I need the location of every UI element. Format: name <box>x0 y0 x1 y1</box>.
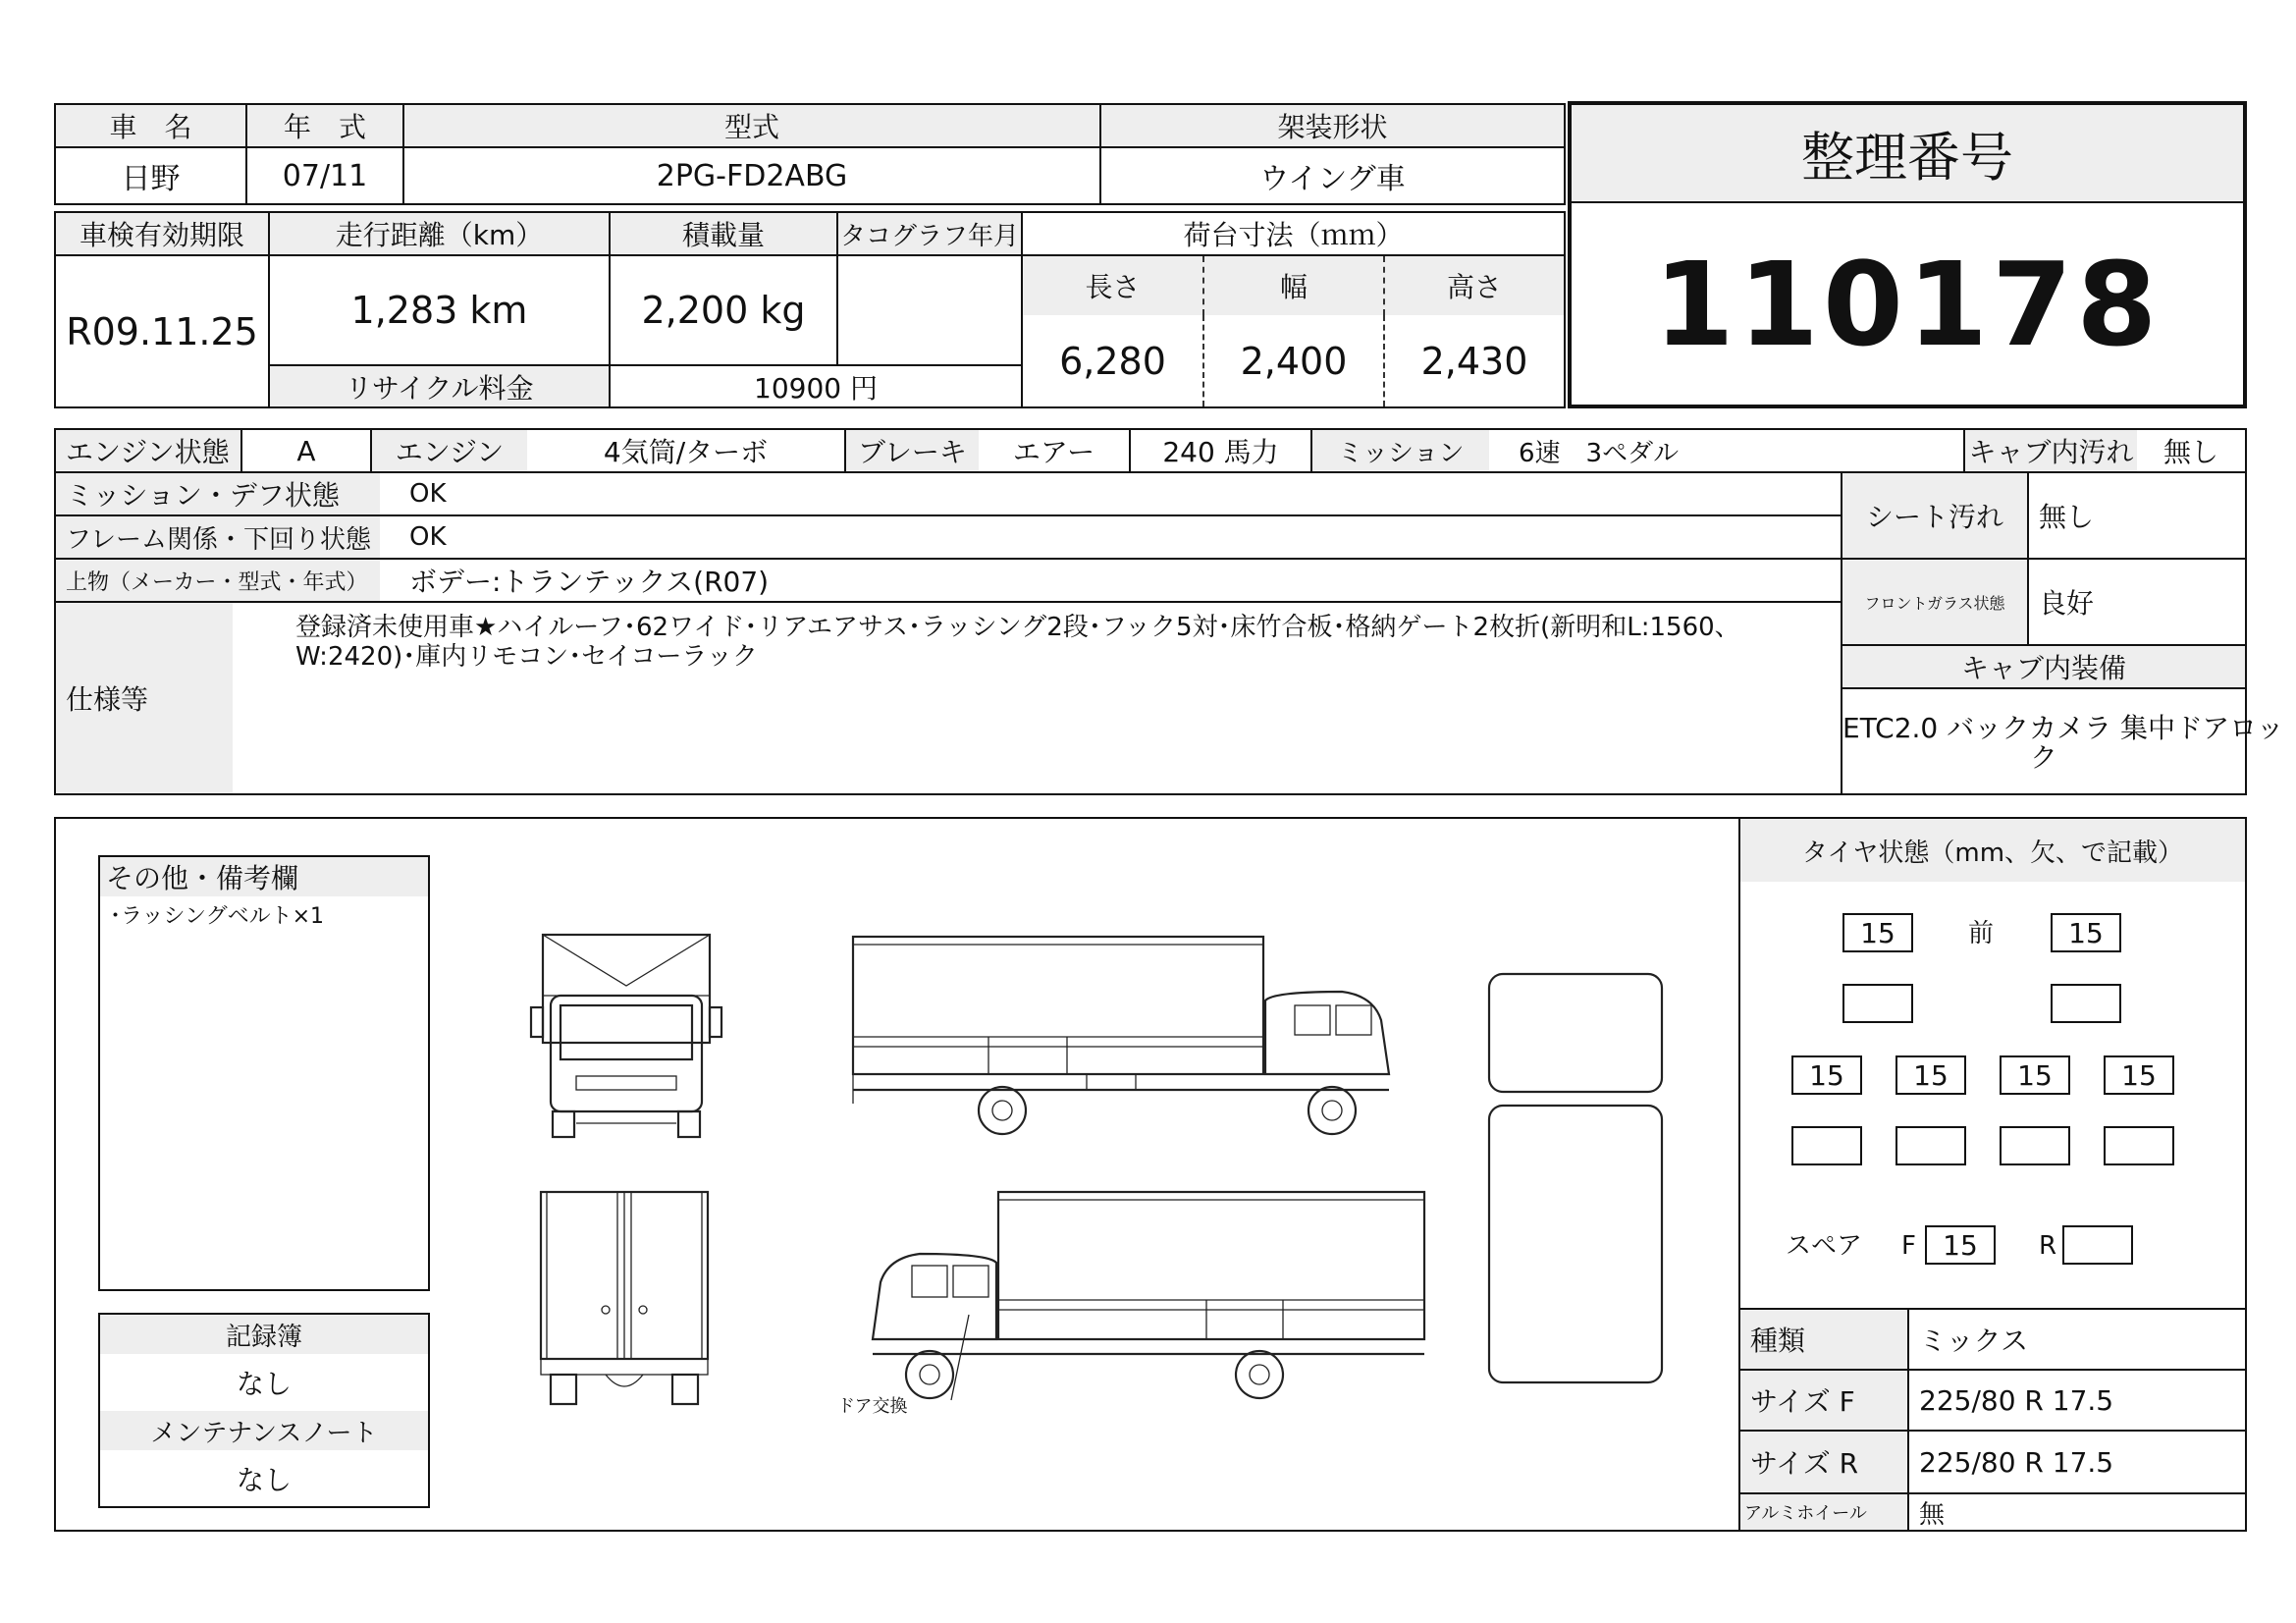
door-replacement-annotation: ドア交換 <box>837 1396 908 1417</box>
car-name-value: 日野 <box>56 148 247 203</box>
tire-info-table <box>1740 1308 2245 1530</box>
tachograph-value <box>838 256 1023 366</box>
label-mission: ミッション <box>1312 430 1489 473</box>
label-spec: 仕様等 <box>56 603 233 793</box>
label-body-type: 架装形状 <box>1101 105 1564 148</box>
seat-dirt-value: 無し <box>2029 473 2245 560</box>
height-value: 2,430 <box>1383 315 1564 406</box>
label-size-f: サイズ F <box>1740 1371 1909 1432</box>
tire-front-left-blank <box>1842 984 1913 1023</box>
frame-value: OK <box>380 516 1842 560</box>
truck-side-view-left <box>873 1192 1424 1400</box>
tire-rear-1: 15 <box>1791 1055 1862 1095</box>
tire-rear-4-blank <box>2104 1126 2174 1165</box>
label-seat-dirt: シート汚れ <box>1842 473 2029 560</box>
label-model: 型式 <box>404 105 1101 148</box>
label-length: 長さ <box>1023 256 1202 315</box>
front-label: 前 <box>1968 919 1995 948</box>
bottom-section <box>54 817 2247 1532</box>
label-year: 年 式 <box>247 105 404 148</box>
front-glass-value: 良好 <box>2029 560 2245 646</box>
truck-diagram <box>56 819 1735 1530</box>
condition-table <box>54 428 2284 795</box>
model-value: 2PG-FD2ABG <box>404 148 1101 203</box>
cab-dirt-value: 無し <box>2137 430 2245 473</box>
truck-rear-view <box>541 1192 708 1404</box>
remarks-text: ･ラッシングベルト×1 <box>110 904 325 929</box>
cab-equipment-value <box>1842 689 2284 793</box>
tire-rear-4: 15 <box>2104 1055 2174 1095</box>
reference-box <box>1568 101 2247 408</box>
label-load: 積載量 <box>611 213 838 256</box>
spare-f-label: F <box>1901 1231 1916 1261</box>
label-aluminum-wheel: アルミホイール <box>1740 1494 1909 1530</box>
cab-equipment-line-1: ETC2.0 バックカメラ 集中ドアロッ <box>1842 712 2284 744</box>
label-height: 高さ <box>1383 256 1564 315</box>
tire-rear-1-blank <box>1791 1126 1862 1165</box>
label-cargo-dims: 荷台寸法（ｍｍ） <box>1023 213 1564 256</box>
engine-state-value: A <box>242 430 372 473</box>
size-f-value: 225/80 R 17.5 <box>1909 1371 2245 1432</box>
horsepower-value: 240 馬力 <box>1131 430 1312 473</box>
label-inspection: 車検有効期限 <box>56 213 270 256</box>
spec-line-1: 登録済未使用車★ハイルーフ･62ワイド･リアエアサス･ラッシング2段･フック5対･床竹合板･格納ゲート2枚折(新明和L:1560、 <box>295 613 1740 642</box>
cab-equipment-line-2: ク <box>2029 741 2057 774</box>
tire-rear-3: 15 <box>2000 1055 2070 1095</box>
label-width: 幅 <box>1202 256 1383 315</box>
reference-number: 110178 <box>1653 236 2162 372</box>
label-mileage: 走行距離（km） <box>270 213 611 256</box>
width-value: 2,400 <box>1202 315 1383 406</box>
label-cab-equipment: キャブ内装備 <box>1842 646 2245 689</box>
tire-front-right: 15 <box>2051 913 2121 952</box>
label-mission-diff: ミッション・デフ状態 <box>56 473 380 516</box>
label-engine-state: エンジン状態 <box>56 430 242 473</box>
load-value: 2,200 kg <box>611 256 838 366</box>
truck-side-view-right <box>853 937 1389 1134</box>
year-value: 07/11 <box>247 148 404 203</box>
label-tire-kind: 種類 <box>1740 1310 1909 1371</box>
tire-front-left: 15 <box>1842 913 1913 952</box>
length-value: 6,280 <box>1059 339 1166 383</box>
spare-f-value: 15 <box>1925 1225 1996 1265</box>
label-front-glass: フロントガラス状態 <box>1842 560 2029 646</box>
maintenance-note-label: メンテナンスノート <box>100 1411 428 1450</box>
size-r-value: 225/80 R 17.5 <box>1909 1432 2245 1494</box>
truck-front-view <box>531 935 721 1137</box>
recycle-value: 10900 円 <box>611 366 1023 406</box>
tire-panel <box>1738 819 2245 1530</box>
tire-rear-3-blank <box>2000 1126 2070 1165</box>
label-upper-body: 上物（メーカー・型式・年式） <box>56 560 380 603</box>
maintenance-note-value: なし <box>236 1463 292 1496</box>
upper-body-value: ボデー:トランテックス(R07) <box>380 560 1842 603</box>
label-cab-dirt: キャブ内汚れ <box>1965 430 2137 473</box>
mission-value: 6速 3ペダル <box>1489 430 1965 473</box>
label-engine: エンジン <box>372 430 527 473</box>
engine-value: 4気筒/ターボ <box>527 430 846 473</box>
label-brake: ブレーキ <box>846 430 979 473</box>
inspection-value: R09.11.25 <box>56 256 270 406</box>
remarks-label: その他・備考欄 <box>100 857 428 896</box>
vehicle-header-table <box>54 103 1566 205</box>
spec-line-2: W:2420)･庫内リモコン･セイコーラック <box>295 642 758 672</box>
spec-table <box>54 211 1566 408</box>
reference-label: 整理番号 <box>1572 105 2243 203</box>
mission-diff-value: OK <box>380 473 1842 516</box>
label-recycle: リサイクル料金 <box>270 366 611 406</box>
tire-rear-2: 15 <box>1896 1055 1966 1095</box>
brake-value: エアー <box>979 430 1131 473</box>
records-label: 記録簿 <box>100 1315 428 1354</box>
tire-front-right-blank <box>2051 984 2121 1023</box>
label-size-r: サイズ R <box>1740 1432 1909 1494</box>
spare-r-label: R <box>2039 1231 2057 1261</box>
aluminum-wheel-value: 無 <box>1919 1499 1946 1530</box>
tire-rear-2-blank <box>1896 1126 1966 1165</box>
label-frame: フレーム関係・下回り状態 <box>56 516 380 560</box>
records-value: なし <box>236 1368 292 1400</box>
spec-text-area <box>233 603 1842 793</box>
spare-r-value <box>2062 1225 2133 1265</box>
mileage-value: 1,283 km <box>270 256 611 366</box>
body-type-value: ウイング車 <box>1259 162 1406 196</box>
spare-label: スペア <box>1786 1231 1863 1261</box>
truck-top-view <box>1489 974 1662 1382</box>
label-tachograph: タコグラフ年月 <box>838 213 1023 256</box>
tire-title: タイヤ状態（mm、欠、で記載） <box>1740 819 2245 882</box>
tire-kind-value: ミックス <box>1909 1310 2245 1371</box>
label-car-name: 車 名 <box>56 105 247 148</box>
